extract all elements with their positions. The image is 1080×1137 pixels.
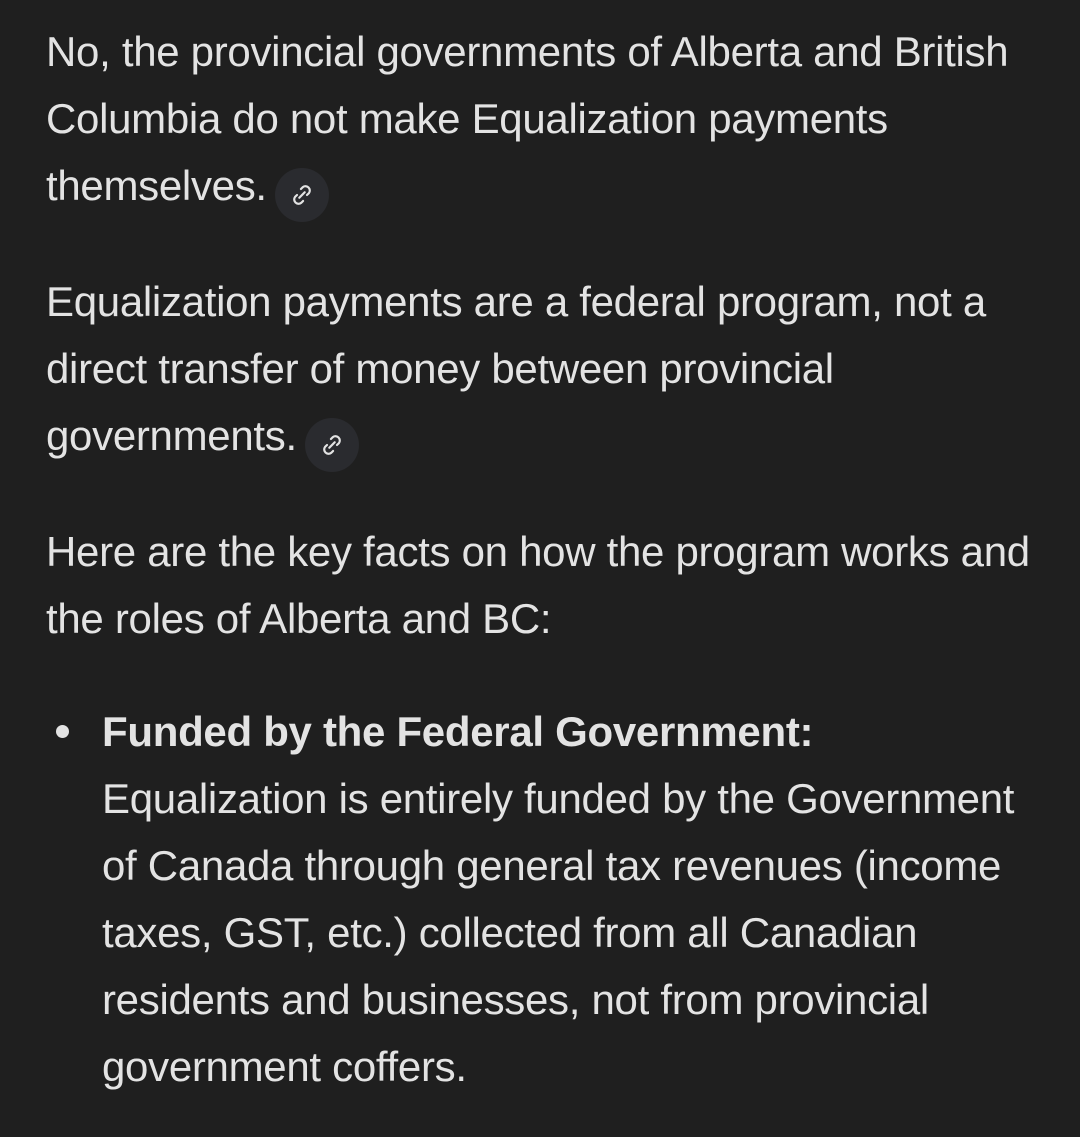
paragraph-text: No, the provincial governments of Alberta and British Columbia do not make Equalization payments themselves.: [46, 28, 1009, 209]
response-content: [46, 18, 1046, 1100]
response-paragraph: [46, 268, 1046, 472]
paragraph-text: Here are the key facts on how the program works and the roles of Alberta and BC:: [46, 528, 1030, 642]
list-item: [46, 698, 1046, 1100]
paragraph-text: Equalization payments are a federal program, not a direct transfer of money between provincial governments.: [46, 278, 986, 459]
link-icon: [289, 182, 315, 208]
response-paragraph: [46, 518, 1046, 652]
bullet-heading: Funded by the Federal Government:: [102, 708, 814, 755]
source-link-button[interactable]: [305, 418, 359, 472]
response-paragraph: [46, 18, 1046, 222]
bullet-body: Equalization is entirely funded by the Government of Canada through general tax revenues (income taxes, GST, etc.) collected from all Canadian residents and businesses, not from provincial government coffers.: [102, 775, 1015, 1090]
link-icon: [319, 432, 345, 458]
bullet-icon: [56, 725, 69, 738]
source-link-button[interactable]: [275, 168, 329, 222]
facts-list: [46, 698, 1046, 1100]
